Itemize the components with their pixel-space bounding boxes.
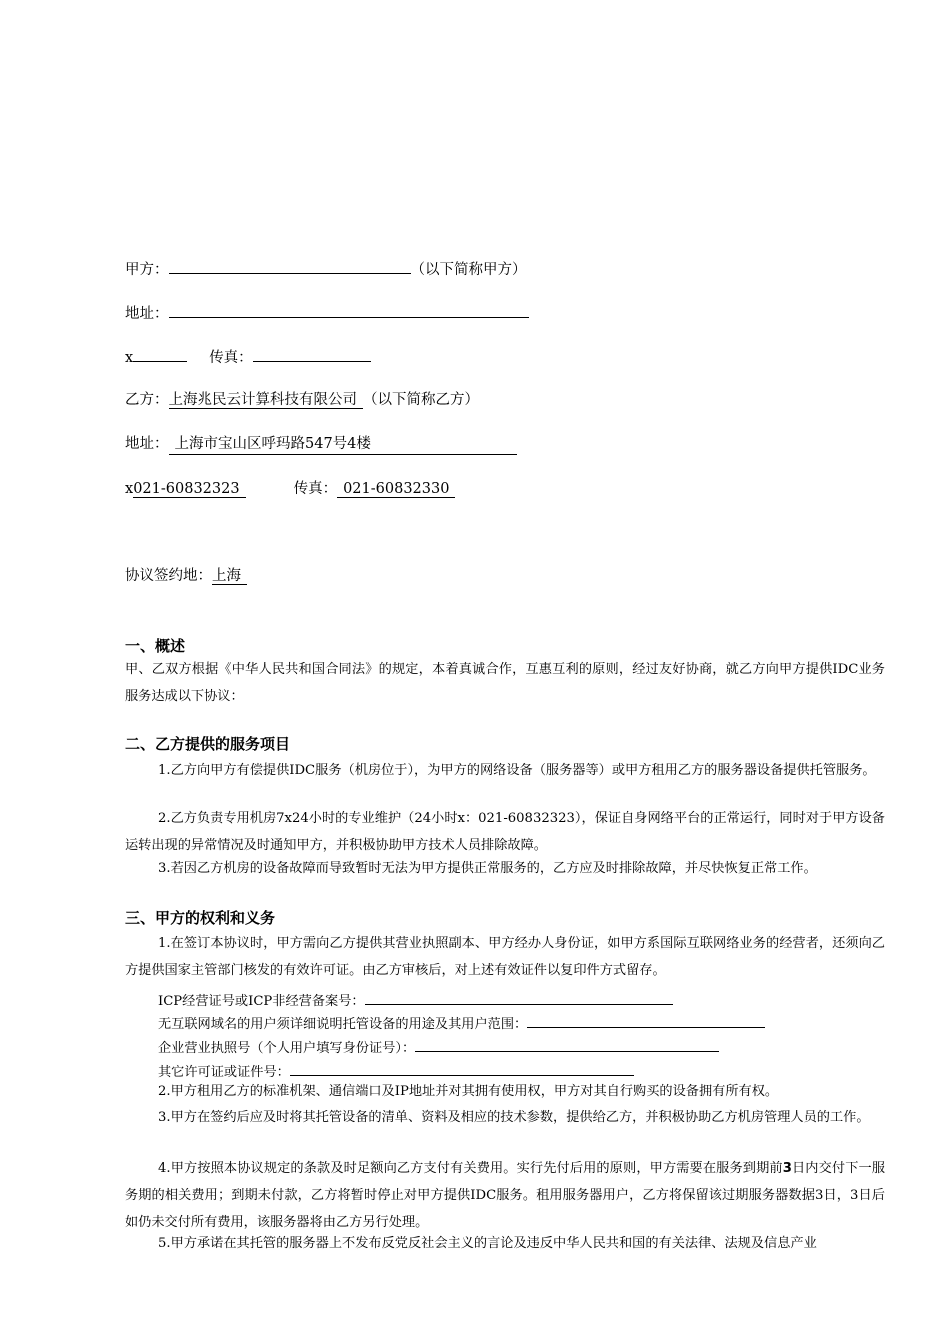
party-b-name: 上海兆民云计算科技有限公司 [169, 392, 364, 409]
section-2-title: 二、乙方提供的服务项目 [125, 735, 291, 753]
icp-field-blank[interactable] [365, 988, 673, 1005]
section-2-item-2: 2.乙方负责专用机房7x24小时的专业维护（24小时x：021-60832323），保证自身网络平台的正常运行，同时对于甲方设备运转出现的异常情况及时通知甲方，并积极协助甲方技术人员排除故障。 [125, 811, 885, 853]
section-2-item-1: 1.乙方向甲方有偿提供IDC服务（机房位于），为甲方的网络设备（服务器等）或甲方租用乙方的服务器设备提供托管服务。 [158, 763, 876, 778]
party-b-address-label: 地址： [125, 436, 169, 452]
party-a-line [125, 257, 527, 280]
party-a-contact-line [125, 345, 371, 368]
party-a-phone-blank[interactable] [133, 345, 187, 362]
party-b-suffix: （以下简称乙方） [363, 392, 479, 408]
other-license-field-label: 其它许可证或证件号： [158, 1065, 290, 1080]
party-a-address-blank[interactable] [169, 301, 529, 318]
section-3-title: 三、甲方的权利和义务 [125, 909, 276, 927]
party-b-fax: 021-60832330 [337, 481, 455, 498]
icp-field [158, 988, 673, 1012]
party-a-label: 甲方： [125, 262, 169, 278]
section-2-item-3: 3.若因乙方机房的设备故障而导致暂时无法为甲方提供正常服务的，乙方应及时排除故障，并尽快恢复正常工作。 [158, 861, 817, 876]
section-1-title: 一、概述 [125, 637, 186, 655]
usage-field [158, 1011, 765, 1035]
section-3-item-4 [125, 1155, 885, 1236]
party-b-contact-line [125, 479, 455, 499]
section-3-item-4-part-b: 日内交付下一服务期的相关费用；到期未付款，乙方将暂时停止对甲方提供IDC服务。租用服务器用户，乙方将保留该过期服务器数据3日，3日后如仍未交付所有费用，该服务器将由乙方另行处理。 [125, 1161, 886, 1230]
license-field-label: 企业营业执照号（个人用户填写身份证号）： [158, 1041, 416, 1056]
section-3-item-2: 2.甲方租用乙方的标准机架、通信端口及IP地址并对其拥有使用权，甲方对其自行购买的设备拥有所有权。 [158, 1084, 779, 1099]
license-field-blank[interactable] [415, 1035, 719, 1052]
party-a-fax-blank[interactable] [253, 345, 371, 362]
sign-place-line [125, 566, 247, 586]
party-b-fax-label: 传真： [293, 481, 338, 497]
sign-place-value: 上海 [212, 568, 247, 585]
party-a-address-line [125, 301, 529, 324]
party-a-phone-label: x [125, 350, 134, 366]
usage-field-blank[interactable] [527, 1011, 765, 1028]
party-a-address-label: 地址： [125, 306, 169, 322]
party-b-label: 乙方： [125, 392, 169, 408]
party-a-name-blank[interactable] [169, 257, 411, 274]
party-b-phone: 021-60832323 [133, 481, 245, 498]
party-b-line [125, 390, 479, 410]
section-3-item-4-days: 3 [782, 1161, 792, 1176]
license-field [158, 1035, 719, 1059]
party-a-fax-label: 传真： [209, 350, 253, 366]
section-3-item-5: 5.甲方承诺在其托管的服务器上不发布反党反社会主义的言论及违反中华人民共和国的有关法律、法规及信息产业 [158, 1236, 817, 1251]
section-3-item-4-part-a: 4.甲方按照本协议规定的条款及时足额向乙方支付有关费用。实行先付后用的原则，甲方需要在服务到期前 [158, 1161, 783, 1176]
party-b-phone-label: x [125, 481, 134, 497]
party-b-address: 上海市宝山区呼玛路547号4楼 [174, 436, 371, 452]
icp-field-label: ICP经营证号或ICP非经营备案号： [158, 994, 365, 1009]
party-b-address-line [125, 434, 517, 455]
section-3-item-1: 1.在签订本协议时，甲方需向乙方提供其营业执照副本、甲方经办人身份证，如甲方系国际互联网络业务的经营者，还须向乙方提供国家主管部门核发的有效许可证。由乙方审核后，对上述有效证件以复印件方式留存。 [125, 936, 885, 978]
section-1-paragraph: 甲、乙双方根据《中华人民共和国合同法》的规定，本着真诚合作，互惠互利的原则，经过友好协商，就乙方向甲方提供IDC业务服务达成以下协议： [125, 662, 885, 704]
sign-place-label: 协议签约地： [125, 568, 212, 584]
section-3-item-3: 3.甲方在签约后应及时将其托管设备的清单、资料及相应的技术参数，提供给乙方，并积极协助乙方机房管理人员的工作。 [158, 1110, 870, 1125]
other-license-field-blank[interactable] [290, 1059, 634, 1076]
usage-field-label: 无互联网域名的用户须详细说明托管设备的用途及其用户范围： [158, 1017, 528, 1032]
party-a-suffix: （以下简称甲方） [410, 262, 527, 278]
